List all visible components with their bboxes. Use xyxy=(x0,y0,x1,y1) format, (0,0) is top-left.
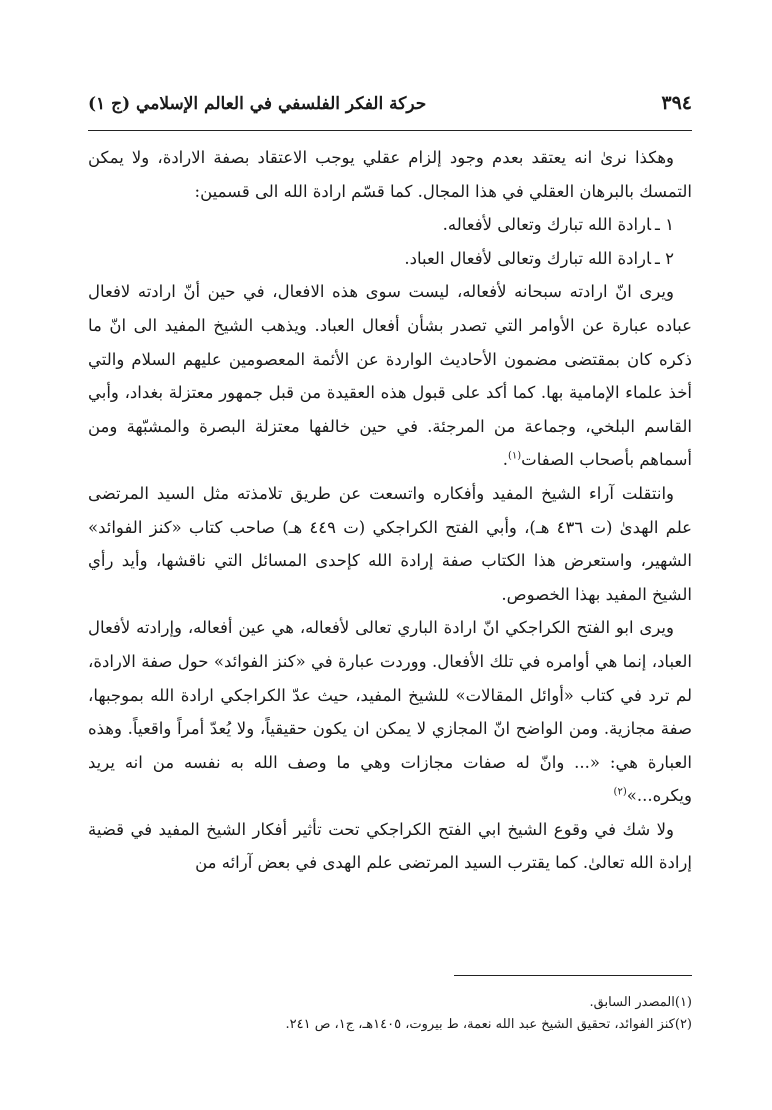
book-page xyxy=(88,92,692,1052)
list-item-1 xyxy=(88,208,692,242)
footnote-divider xyxy=(454,975,692,976)
paragraph-2-text: ويرى انّ ارادته سبحانه لأفعاله، ليست سوى هذه الافعال، في حين أنّ ارادته لافعال عباده عبارة عن الأوامر التي تصدر بشأن أفعال العباد. ويذهب الشيخ المفيد الى انّ ما ذكره كان بمقتضى مضمون الأحاديث الواردة عن الأئمة المعصومين عليهم السلام والتي أخذ علماء الإمامية بها. كما أكد على قبول هذه العقيدة من قبل جمهور معتزلة بغداد، وأبي القاسم البلخي، وجماعة من المرجئة. في حين خالفها معتزلة البصرة والمشبّهة ومن أسماهم بأصحاب الصفات xyxy=(88,282,692,470)
footnote-2: (٢)كنز الفوائد، تحقيق الشيخ عبد الله نعمة، ط بيروت، ١٤٠٥هـ، ج١، ص ٢٤١. xyxy=(285,1017,692,1032)
list-item-2 xyxy=(88,242,692,276)
footnote-ref-1[interactable]: (١) xyxy=(507,450,522,462)
paragraph-5: ولا شك في وقوع الشيخ ابي الفتح الكراجكي تحت تأثير أفكار الشيخ المفيد في قضية إرادة الله تعالىٰ. كما يقترب السيد المرتضى علم الهدى في بعض آرائه من xyxy=(88,819,692,873)
list-item-text: ارادة الله تبارك وتعالى لأفعال العباد. xyxy=(404,248,652,268)
paragraph-2-period: . xyxy=(502,450,508,470)
footnote-ref-2[interactable]: (٢) xyxy=(613,786,627,798)
paragraph-2 xyxy=(88,275,692,477)
list-item-number: ٢ ـ xyxy=(655,248,674,268)
paragraph-3: وانتقلت آراء الشيخ المفيد وأفكاره واتسعت عن طريق تلامذته مثل السيد المرتضى علم الهدىٰ (ت ٤٣٦ هـ)، وأبي الفتح الكراجكي (ت ٤٤٩ هـ) صاحب كتاب «كنز الفوائد» الشهير، واستعرض هذا الكتاب صفة إرادة الله كإحدى المسائل التي ناقشها، وأيد رأي الشيخ المفيد بهذا الخصوص. xyxy=(88,483,692,604)
main-text xyxy=(88,141,692,880)
running-title: حركة الفكر الفلسفي في العالم الإسلامي (ج ١) xyxy=(88,94,427,114)
list-item-text: ارادة الله تبارك وتعالى لأفعاله. xyxy=(442,215,652,235)
paragraph-4 xyxy=(88,611,692,813)
footnotes xyxy=(88,992,692,1036)
running-header xyxy=(88,92,692,131)
list-item-number: ١ ـ xyxy=(655,215,674,235)
footnote-1: (١)المصدر السابق. xyxy=(589,995,692,1010)
page-number: ٣٩٤ xyxy=(661,92,692,114)
paragraph-4-text: ويرى ابو الفتح الكراجكي انّ ارادة الباري تعالى لأفعاله، هي عين أفعاله، وإرادته لأفعال العباد، إنما هي أوامره في تلك الأفعال. ووردت عبارة في «كنز الفوائد» حول صفة الارادة، لم ترد في كتاب «أوائل المقالات» للشيخ المفيد، حيث عدّ الكراجكي ارادة الله بموجبها، صفة مجازية. ومن الواضح انّ المجازي لا يمكن ان يكون حقيقياً، ولا يُعدّ أمراً واقعياً. وهذه العبارة هي: «... وانّ له صفات مجازات وهي ما وصف الله به نفسه من انه يريد ويكره...» xyxy=(88,618,692,806)
paragraph-1: وهكذا نرىٰ انه يعتقد بعدم وجود إلزام عقلي يوجب الاعتقاد بصفة الارادة، ولا يمكن التمسك بالبرهان العقلي في هذا المجال. كما قسّم ارادة الله الى قسمين: xyxy=(88,148,692,201)
